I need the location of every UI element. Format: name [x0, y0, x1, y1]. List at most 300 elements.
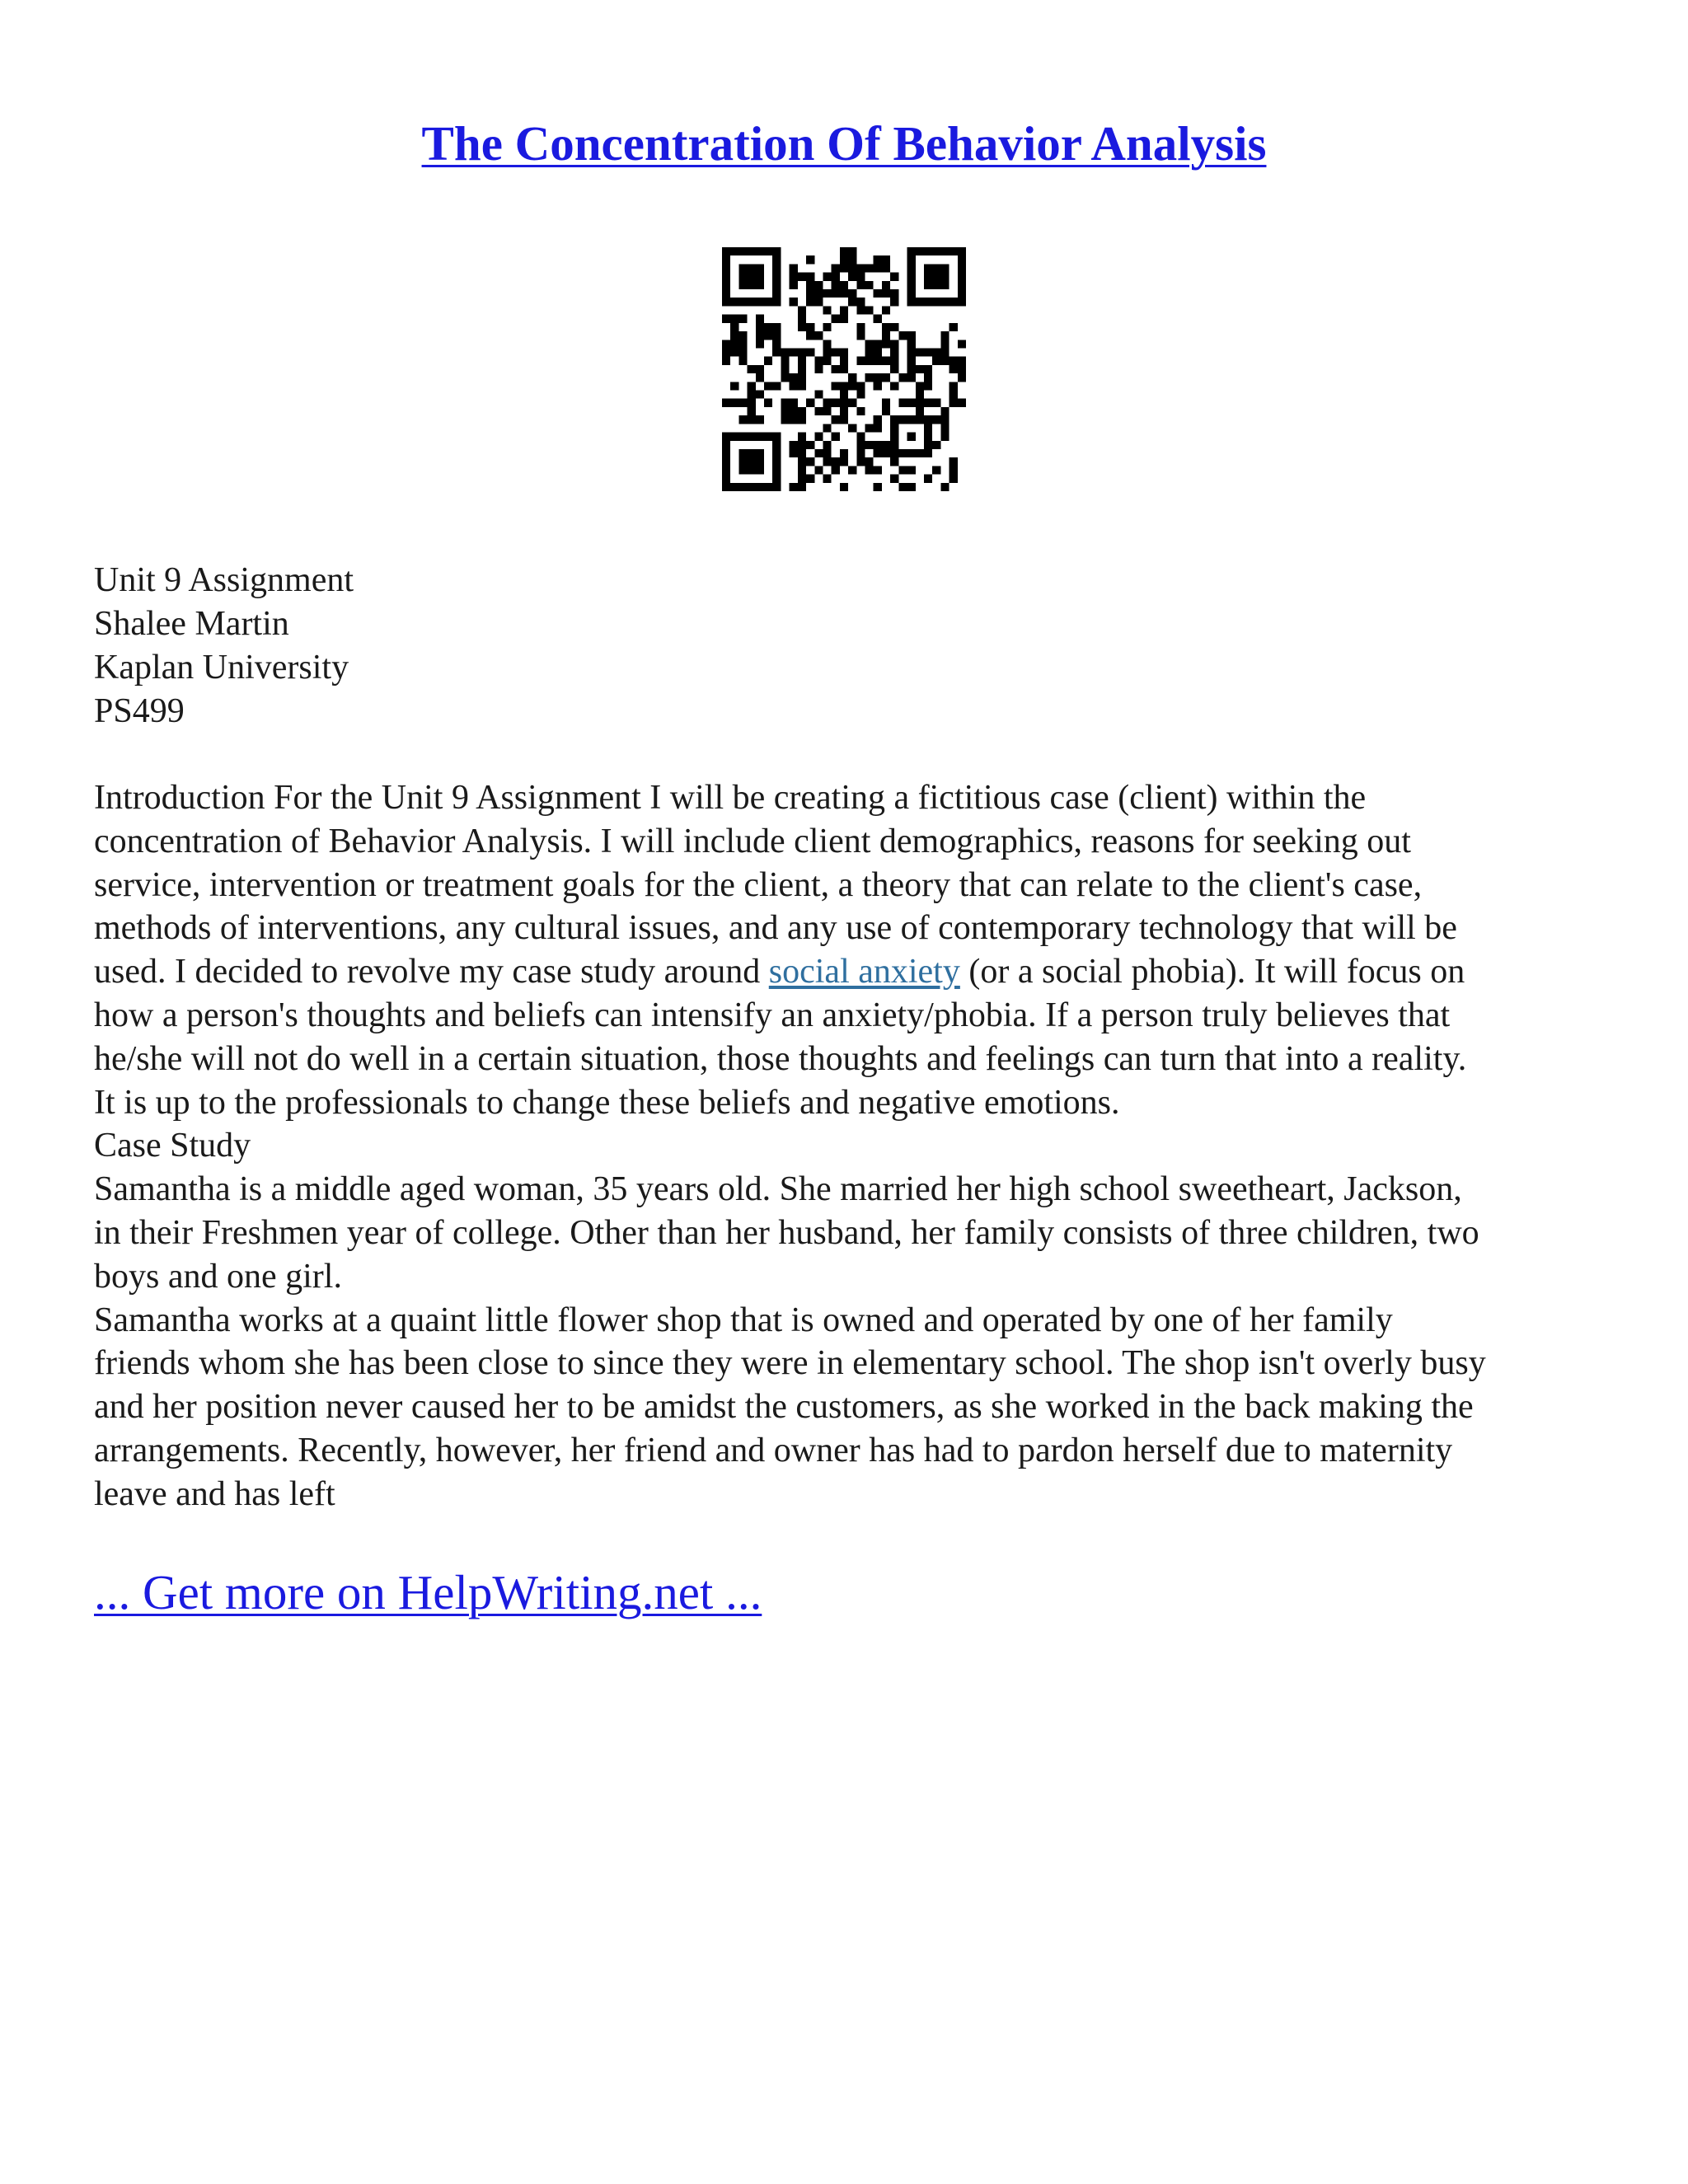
qr-module: [738, 298, 747, 306]
qr-module: [798, 449, 806, 457]
qr-module: [764, 298, 772, 306]
qr-module: [907, 483, 916, 491]
qr-module: [898, 331, 907, 340]
qr-module: [865, 348, 874, 356]
university-name: Kaplan University: [94, 649, 349, 687]
qr-module: [924, 415, 932, 424]
qr-module: [772, 441, 781, 449]
qr-module: [738, 281, 747, 289]
qr-module: [790, 273, 798, 281]
qr-module: [856, 306, 865, 314]
qr-module: [950, 399, 958, 407]
qr-module: [932, 399, 940, 407]
qr-module: [832, 264, 840, 272]
qr-module: [764, 323, 772, 331]
qr-module: [722, 255, 730, 264]
qr-module: [772, 348, 781, 356]
qr-module: [848, 466, 856, 474]
qr-module: [950, 357, 958, 365]
qr-module: [798, 441, 806, 449]
qr-module: [798, 306, 806, 314]
qr-module: [722, 281, 730, 289]
qr-module: [932, 298, 940, 306]
qr-module: [806, 255, 814, 264]
qr-module: [806, 441, 814, 449]
qr-module: [823, 441, 831, 449]
qr-module: [856, 433, 865, 441]
qr-module: [730, 433, 738, 441]
qr-module: [907, 357, 916, 365]
qr-module: [738, 399, 747, 407]
qr-module: [840, 483, 848, 491]
qr-module: [722, 289, 730, 298]
get-more-link[interactable]: ... Get more on HelpWriting.net ...: [94, 1565, 762, 1619]
qr-code-icon: [722, 247, 966, 491]
qr-module: [874, 315, 882, 323]
qr-module: [772, 475, 781, 483]
qr-module: [882, 331, 890, 340]
qr-module: [882, 357, 890, 365]
qr-module: [856, 323, 865, 331]
qr-module: [781, 407, 789, 415]
qr-module: [806, 399, 814, 407]
qr-module: [823, 340, 831, 348]
qr-module: [907, 415, 916, 424]
qr-module: [772, 255, 781, 264]
qr-module: [882, 323, 890, 331]
qr-module: [874, 264, 882, 272]
qr-module: [865, 457, 874, 466]
qr-module: [832, 273, 840, 281]
qr-module: [890, 357, 898, 365]
qr-module: [832, 348, 840, 356]
qr-module: [840, 382, 848, 390]
qr-module: [730, 382, 738, 390]
qr-module: [958, 365, 966, 373]
qr-module: [932, 441, 940, 449]
qr-module: [848, 264, 856, 272]
qr-module: [722, 433, 730, 441]
qr-module: [916, 247, 924, 255]
qr-module: [856, 357, 865, 365]
qr-module: [882, 407, 890, 415]
qr-module: [722, 340, 730, 348]
qr-module: [950, 391, 958, 399]
qr-module: [840, 281, 848, 289]
qr-module: [907, 373, 916, 382]
qr-module: [772, 433, 781, 441]
qr-module: [814, 407, 823, 415]
qr-module: [874, 466, 882, 474]
qr-module: [798, 315, 806, 323]
qr-module: [840, 264, 848, 272]
qr-module: [848, 373, 856, 382]
qr-module: [907, 433, 916, 441]
qr-module: [848, 273, 856, 281]
qr-module: [730, 247, 738, 255]
qr-module: [950, 475, 958, 483]
qr-module: [916, 449, 924, 457]
qr-module: [890, 457, 898, 466]
qr-module: [823, 273, 831, 281]
qr-module: [790, 483, 798, 491]
qr-module: [764, 399, 772, 407]
qr-module: [890, 289, 898, 298]
qr-module: [806, 281, 814, 289]
qr-module: [756, 483, 764, 491]
qr-module: [832, 382, 840, 390]
qr-module: [950, 247, 958, 255]
qr-module: [772, 449, 781, 457]
body-line: in their Freshmen year of college. Other than her husband, her family consists of three children, two: [94, 1213, 1479, 1252]
qr-module: [738, 315, 747, 323]
qr-module: [764, 331, 772, 340]
qr-module: [772, 264, 781, 272]
qr-module: [924, 433, 932, 441]
qr-module: [882, 255, 890, 264]
qr-module: [932, 348, 940, 356]
qr-module: [924, 475, 932, 483]
qr-module: [848, 289, 856, 298]
qr-module: [865, 424, 874, 432]
qr-module: [916, 382, 924, 390]
qr-module: [748, 281, 756, 289]
qr-module: [781, 373, 789, 382]
body-line: he/she will not do well in a certain situation, those thoughts and feelings can turn that into a reality.: [94, 1039, 1467, 1078]
qr-module: [924, 373, 932, 382]
author-name: Shalee Martin: [94, 605, 289, 643]
qr-module: [874, 483, 882, 491]
qr-module: [798, 357, 806, 365]
qr-module: [840, 348, 848, 356]
qr-module: [756, 466, 764, 474]
qr-module: [748, 391, 756, 399]
qr-module: [738, 264, 747, 272]
qr-module: [882, 306, 890, 314]
qr-module: [890, 424, 898, 432]
qr-module: [848, 399, 856, 407]
qr-module: [806, 331, 814, 340]
qr-module: [874, 348, 882, 356]
qr-module: [874, 449, 882, 457]
qr-module: [950, 298, 958, 306]
qr-module: [874, 255, 882, 264]
qr-module: [958, 357, 966, 365]
qr-module: [790, 399, 798, 407]
qr-module: [856, 298, 865, 306]
qr-module: [806, 457, 814, 466]
qr-module: [840, 449, 848, 457]
qr-module: [832, 365, 840, 373]
qr-module: [840, 357, 848, 365]
qr-module: [890, 298, 898, 306]
qr-module: [924, 424, 932, 432]
qr-module: [890, 449, 898, 457]
qr-module: [790, 415, 798, 424]
qr-module: [840, 407, 848, 415]
qr-module: [958, 340, 966, 348]
qr-module: [865, 373, 874, 382]
qr-module: [772, 457, 781, 466]
qr-module: [722, 264, 730, 272]
qr-module: [848, 424, 856, 432]
qr-module: [940, 424, 949, 432]
qr-module: [772, 281, 781, 289]
qr-module: [848, 247, 856, 255]
qr-module: [890, 323, 898, 331]
qr-module: [748, 365, 756, 373]
body-line: how a person's thoughts and beliefs can intensify an anxiety/phobia. If a person truly believes that: [94, 996, 1451, 1034]
qr-module: [772, 382, 781, 390]
qr-module: [950, 382, 958, 390]
qr-module: [748, 264, 756, 272]
qr-module: [932, 247, 940, 255]
qr-module: [814, 289, 823, 298]
qr-module: [790, 298, 798, 306]
body-line: methods of interventions, any cultural issues, and any use of contemporary technology that will be: [94, 909, 1457, 948]
qr-module: [916, 365, 924, 373]
qr-module: [907, 298, 916, 306]
qr-module: [730, 331, 738, 340]
qr-module: [916, 415, 924, 424]
qr-module: [882, 289, 890, 298]
qr-module: [832, 281, 840, 289]
qr-module: [781, 348, 789, 356]
qr-module: [840, 457, 848, 466]
qr-module: [907, 449, 916, 457]
qr-module: [756, 433, 764, 441]
qr-module: [756, 264, 764, 272]
qr-module: [940, 264, 949, 272]
qr-module: [722, 457, 730, 466]
qr-module: [940, 298, 949, 306]
qr-module: [756, 457, 764, 466]
qr-module: [772, 340, 781, 348]
qr-module: [907, 247, 916, 255]
qr-module: [856, 449, 865, 457]
qr-module: [940, 340, 949, 348]
qr-module: [722, 483, 730, 491]
qr-module: [890, 382, 898, 390]
qr-module: [823, 306, 831, 314]
qr-module: [790, 264, 798, 272]
document-meta: [94, 559, 354, 733]
qr-module: [738, 433, 747, 441]
qr-module: [924, 298, 932, 306]
body-line: Samantha is a middle aged woman, 35 years old. She married her high school sweetheart, Jackson,: [94, 1170, 1462, 1209]
qr-module: [907, 365, 916, 373]
qr-module: [898, 373, 907, 382]
qr-module: [806, 298, 814, 306]
social-anxiety-link[interactable]: social anxiety: [768, 953, 960, 991]
qr-module: [856, 331, 865, 340]
qr-module: [790, 407, 798, 415]
qr-module: [772, 331, 781, 340]
qr-module: [738, 449, 747, 457]
qr-module: [806, 289, 814, 298]
qr-module: [856, 273, 865, 281]
qr-module: [738, 340, 747, 348]
qr-module: [874, 289, 882, 298]
qr-module: [806, 273, 814, 281]
qr-module: [856, 382, 865, 390]
qr-module: [840, 399, 848, 407]
qr-module: [940, 331, 949, 340]
qr-module: [940, 247, 949, 255]
qr-module: [924, 365, 932, 373]
section-heading-case-study: Case Study: [94, 1127, 251, 1165]
document-title-link[interactable]: The Concentration Of Behavior Analysis: [421, 116, 1267, 171]
qr-module: [748, 298, 756, 306]
qr-module: [874, 357, 882, 365]
qr-module: [940, 407, 949, 415]
qr-module: [790, 373, 798, 382]
qr-module: [730, 340, 738, 348]
qr-module: [798, 457, 806, 466]
qr-module: [898, 483, 907, 491]
qr-module: [738, 466, 747, 474]
qr-module: [940, 357, 949, 365]
qr-module: [874, 424, 882, 432]
qr-module: [738, 247, 747, 255]
qr-module: [958, 399, 966, 407]
qr-module: [798, 323, 806, 331]
qr-module: [907, 289, 916, 298]
qr-module: [856, 407, 865, 415]
qr-module: [806, 348, 814, 356]
qr-module: [916, 399, 924, 407]
qr-module: [772, 289, 781, 298]
qr-module: [890, 415, 898, 424]
qr-module: [823, 424, 831, 432]
qr-module: [916, 391, 924, 399]
qr-module: [898, 466, 907, 474]
qr-module: [756, 391, 764, 399]
qr-module: [890, 348, 898, 356]
qr-module: [958, 273, 966, 281]
qr-module: [924, 399, 932, 407]
qr-module: [790, 348, 798, 356]
qr-module: [748, 273, 756, 281]
qr-module: [865, 306, 874, 314]
qr-module: [738, 483, 747, 491]
qr-module: [748, 483, 756, 491]
qr-module: [882, 441, 890, 449]
qr-module: [722, 449, 730, 457]
qr-module: [772, 466, 781, 474]
qr-module: [832, 433, 840, 441]
qr-module: [781, 357, 789, 365]
qr-module: [840, 306, 848, 314]
qr-module: [840, 247, 848, 255]
body-line: [94, 950, 1602, 994]
qr-module: [823, 475, 831, 483]
qr-module: [798, 433, 806, 441]
qr-module: [798, 382, 806, 390]
qr-module: [924, 348, 932, 356]
qr-module: [823, 407, 831, 415]
qr-module: [898, 399, 907, 407]
qr-module: [722, 315, 730, 323]
qr-module: [772, 323, 781, 331]
qr-module: [856, 457, 865, 466]
qr-module: [865, 357, 874, 365]
qr-module: [958, 373, 966, 382]
qr-module: [924, 441, 932, 449]
qr-module: [832, 457, 840, 466]
qr-module: [823, 357, 831, 365]
body-line: Samantha works at a quaint little flower shop that is owned and operated by one of her family: [94, 1301, 1393, 1339]
qr-module: [823, 457, 831, 466]
qr-module: [814, 298, 823, 306]
qr-module: [748, 415, 756, 424]
qr-module: [738, 357, 747, 365]
qr-module: [916, 348, 924, 356]
qr-module: [856, 281, 865, 289]
qr-module: [722, 466, 730, 474]
qr-module: [950, 466, 958, 474]
qr-module: [756, 365, 764, 373]
qr-module: [798, 373, 806, 382]
qr-module: [814, 365, 823, 373]
qr-module: [840, 255, 848, 264]
body-line: service, intervention or treatment goals for the client, a theory that can relate to the client's case,: [94, 865, 1423, 904]
qr-module: [950, 457, 958, 466]
qr-module: [756, 449, 764, 457]
qr-module: [756, 373, 764, 382]
qr-module: [806, 475, 814, 483]
qr-module: [865, 340, 874, 348]
qr-module: [898, 449, 907, 457]
qr-module: [907, 348, 916, 356]
qr-module: [772, 273, 781, 281]
qr-module: [832, 315, 840, 323]
qr-module: [722, 441, 730, 449]
qr-module: [907, 340, 916, 348]
qr-module: [865, 264, 874, 272]
course-code: PS499: [94, 692, 185, 730]
qr-module: [814, 466, 823, 474]
title-container: [0, 115, 1688, 172]
qr-module: [890, 365, 898, 373]
qr-module: [756, 323, 764, 331]
qr-module: [748, 399, 756, 407]
qr-module: [950, 323, 958, 331]
qr-module: [748, 382, 756, 390]
qr-module: [798, 348, 806, 356]
qr-module: [738, 331, 747, 340]
qr-module: [790, 441, 798, 449]
qr-module: [798, 407, 806, 415]
qr-module: [806, 323, 814, 331]
qr-module: [940, 415, 949, 424]
qr-module: [790, 382, 798, 390]
qr-module: [748, 407, 756, 415]
qr-module: [814, 357, 823, 365]
body-line: It is up to the professionals to change these beliefs and negative emotions.: [94, 1083, 1120, 1122]
qr-module: [932, 273, 940, 281]
qr-module: [932, 281, 940, 289]
qr-module: [856, 264, 865, 272]
qr-module: [772, 298, 781, 306]
qr-module: [907, 273, 916, 281]
qr-module: [738, 457, 747, 466]
qr-module: [738, 348, 747, 356]
assignment-label: Unit 9 Assignment: [94, 561, 354, 599]
qr-module: [924, 273, 932, 281]
qr-module: [790, 281, 798, 289]
qr-module: [798, 466, 806, 474]
